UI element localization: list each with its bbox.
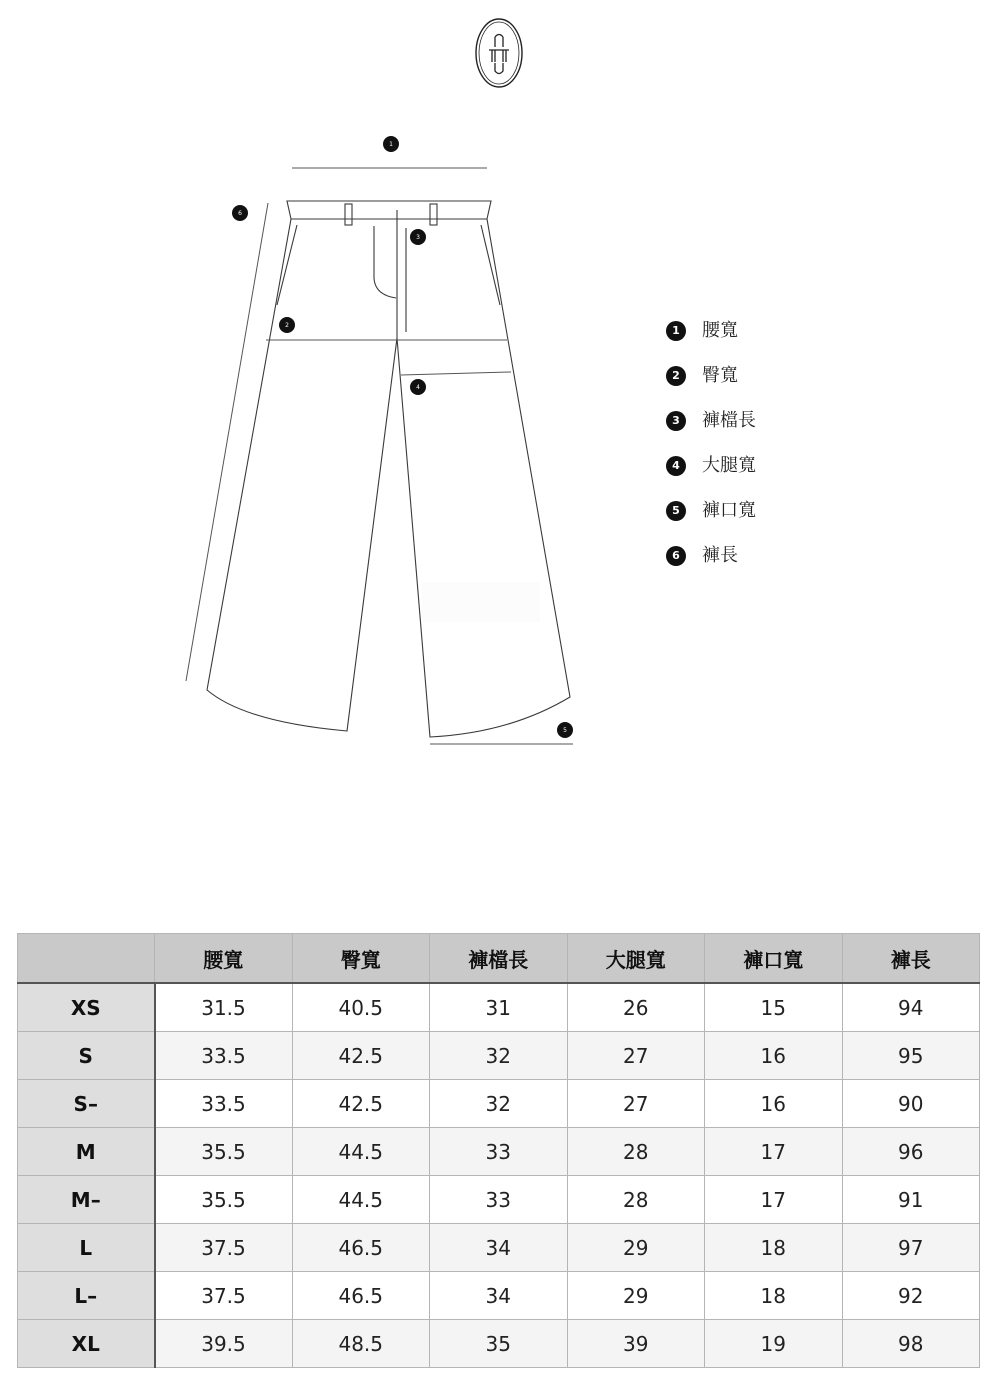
table-row [18, 1032, 980, 1080]
svg-text:5: 5 [563, 727, 567, 734]
table-cell: 92 [842, 1272, 980, 1320]
table-cell: 28 [567, 1176, 705, 1224]
marker-4 [410, 379, 426, 395]
header-rise: 褲檔長 [430, 934, 568, 984]
table-cell: 17 [705, 1176, 843, 1224]
table-cell: 27 [567, 1080, 705, 1128]
table-cell: 96 [842, 1128, 980, 1176]
table-cell: 32 [430, 1032, 568, 1080]
legend-number: 1 [666, 321, 686, 341]
marker-3 [410, 229, 426, 245]
size-label: S [18, 1032, 155, 1080]
table-cell: 90 [842, 1080, 980, 1128]
marker-5 [557, 722, 573, 738]
table-cell: 35.5 [155, 1128, 293, 1176]
table-row [18, 1320, 980, 1368]
table-cell: 16 [705, 1032, 843, 1080]
table-cell: 34 [430, 1224, 568, 1272]
svg-text:1: 1 [389, 141, 393, 148]
table-row [18, 1224, 980, 1272]
header-length: 褲長 [842, 934, 980, 984]
table-cell: 44.5 [292, 1128, 430, 1176]
size-chart-table [17, 933, 980, 1368]
table-cell: 15 [705, 983, 843, 1032]
table-cell: 48.5 [292, 1320, 430, 1368]
svg-text:6: 6 [238, 210, 242, 217]
table-cell: 98 [842, 1320, 980, 1368]
table-cell: 39 [567, 1320, 705, 1368]
legend-item-thigh [666, 443, 756, 488]
measurement-markers [232, 136, 573, 738]
header-thigh: 大腿寬 [567, 934, 705, 984]
legend-label: 臀寬 [702, 364, 738, 386]
legend-item-waist [666, 308, 756, 353]
measurement-legend [666, 308, 756, 578]
table-cell: 18 [705, 1224, 843, 1272]
table-cell: 33 [430, 1128, 568, 1176]
table-cell: 35.5 [155, 1176, 293, 1224]
table-cell: 37.5 [155, 1272, 293, 1320]
legend-label: 大腿寬 [702, 454, 756, 476]
header-hem: 褲口寬 [705, 934, 843, 984]
table-cell: 46.5 [292, 1224, 430, 1272]
table-cell: 34 [430, 1272, 568, 1320]
table-cell: 33.5 [155, 1032, 293, 1080]
table-cell: 33 [430, 1176, 568, 1224]
thigh-measure-line [401, 372, 511, 375]
size-label: L [18, 1224, 155, 1272]
size-label: M [18, 1128, 155, 1176]
table-cell: 42.5 [292, 1032, 430, 1080]
table-cell: 97 [842, 1224, 980, 1272]
svg-text:3: 3 [416, 234, 420, 241]
legend-number: 2 [666, 366, 686, 386]
legend-item-hip [666, 353, 756, 398]
table-header-row [18, 934, 980, 984]
table-cell: 31.5 [155, 983, 293, 1032]
table-row [18, 1080, 980, 1128]
table-cell: 28 [567, 1128, 705, 1176]
legend-label: 褲長 [702, 544, 738, 566]
legend-number: 5 [666, 501, 686, 521]
table-cell: 27 [567, 1032, 705, 1080]
legend-number: 4 [666, 456, 686, 476]
marker-2 [279, 317, 295, 333]
table-cell: 19 [705, 1320, 843, 1368]
svg-text:4: 4 [416, 384, 420, 391]
legend-number: 6 [666, 546, 686, 566]
table-row [18, 983, 980, 1032]
table-row [18, 1128, 980, 1176]
table-row [18, 1272, 980, 1320]
table-row [18, 1176, 980, 1224]
measurement-lines [186, 168, 573, 744]
header-size-corner [18, 934, 155, 984]
table-cell: 18 [705, 1272, 843, 1320]
marker-1 [383, 136, 399, 152]
table-cell: 94 [842, 983, 980, 1032]
table-cell: 29 [567, 1224, 705, 1272]
table-cell: 29 [567, 1272, 705, 1320]
legend-label: 褲口寬 [702, 499, 756, 521]
legend-label: 褲檔長 [702, 409, 756, 431]
legend-label: 腰寬 [702, 319, 738, 341]
table-cell: 26 [567, 983, 705, 1032]
table-cell: 40.5 [292, 983, 430, 1032]
legend-item-rise [666, 398, 756, 443]
size-label: XL [18, 1320, 155, 1368]
marker-6 [232, 205, 248, 221]
table-cell: 46.5 [292, 1272, 430, 1320]
table-cell: 37.5 [155, 1224, 293, 1272]
table-cell: 35 [430, 1320, 568, 1368]
table-cell: 44.5 [292, 1176, 430, 1224]
legend-item-hem [666, 488, 756, 533]
size-label: M– [18, 1176, 155, 1224]
table-cell: 91 [842, 1176, 980, 1224]
svg-text:2: 2 [285, 322, 289, 329]
header-hip: 臀寬 [292, 934, 430, 984]
size-label: XS [18, 983, 155, 1032]
header-waist: 腰寬 [155, 934, 293, 984]
size-label: L– [18, 1272, 155, 1320]
legend-item-length [666, 533, 756, 578]
table-cell: 39.5 [155, 1320, 293, 1368]
size-label: S– [18, 1080, 155, 1128]
legend-number: 3 [666, 411, 686, 431]
table-cell: 95 [842, 1032, 980, 1080]
pants-outline [207, 201, 570, 737]
table-cell: 33.5 [155, 1080, 293, 1128]
table-cell: 16 [705, 1080, 843, 1128]
length-measure-line [186, 203, 268, 681]
table-cell: 17 [705, 1128, 843, 1176]
table-cell: 32 [430, 1080, 568, 1128]
table-cell: 31 [430, 983, 568, 1032]
table-cell: 42.5 [292, 1080, 430, 1128]
